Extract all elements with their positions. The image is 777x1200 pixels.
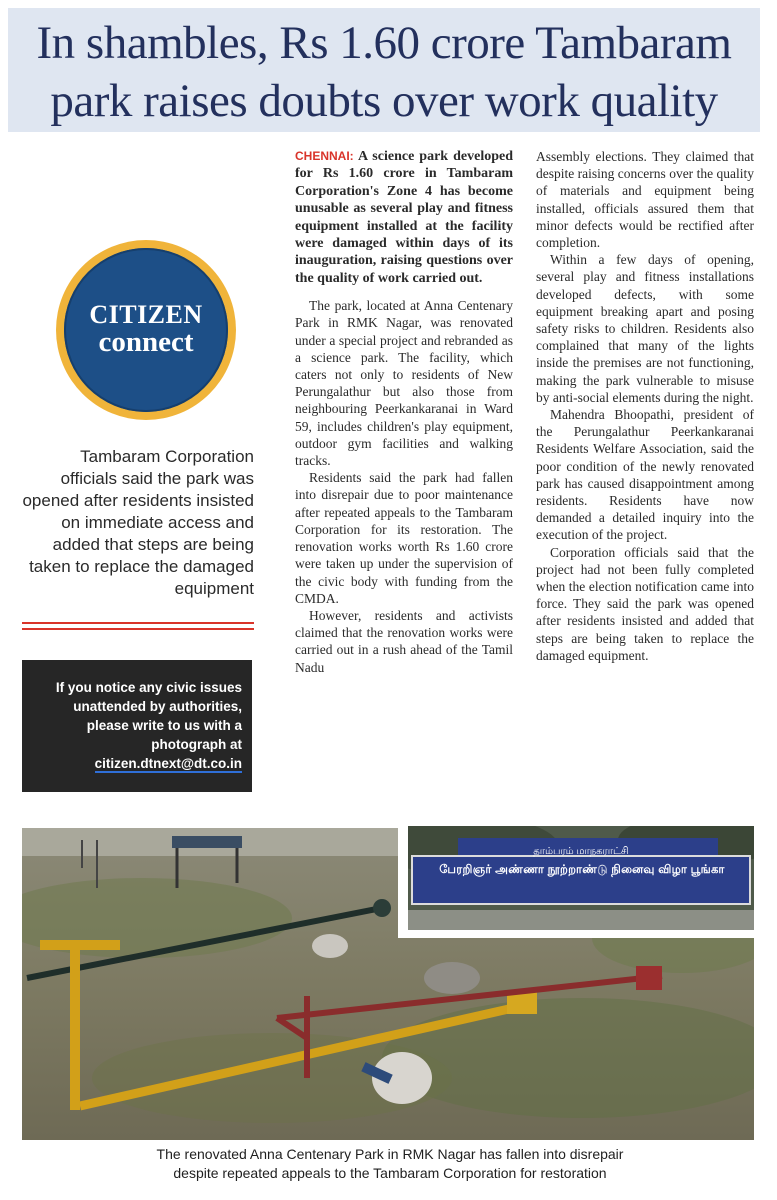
inset-sign-photo — [408, 826, 754, 930]
photo-caption — [40, 1145, 740, 1183]
lede-text: A science park developed for Rs 1.60 crore in Tambaram Corporation's Zone 4 has become unusable as several play and fitness equipment installed at the facility were damaged within days of its inauguration, raising questions over the quality of work carried out. — [295, 149, 514, 286]
article-column-2 — [536, 148, 754, 664]
park-sign-illustration — [408, 826, 754, 930]
article-paragraph: Residents said the park had fallen into disrepair due to poor maintenance after repeated appeals to the Tambaram Corporation for its restoration. The renovation works worth Rs 1.60 crore were taken up under the supervision of the civic body with funding from the CMDA. — [295, 470, 513, 606]
sign-header-text: தாம்பரம் மாநகராட்சி — [533, 846, 629, 857]
headline — [14, 14, 754, 130]
caption-line-2: despite repeated appeals to the Tambaram Corporation for restoration — [173, 1165, 607, 1181]
article-paragraph: Within a few days of opening, several play and fitness installations developed defects, with some equipment breaking apart and posing safety risks to children. Residents also complained that many of the lights inside the premises are not functioning, making the park vulnerable to misuse by anti-social elements during the night. — [536, 252, 754, 405]
article-column-1 — [295, 148, 513, 676]
article-paragraph: The park, located at Anna Centenary Park in RMK Nagar, was renovated under a special project and rebranded as a science park. The facility, which caters not only to residents of New Perungalathur but also those from neighbouring Peerkankaranai in Ward 59, includes children's play equipment, outdoor gym facilities and walking tracks. — [295, 298, 513, 469]
headline-line-1: In shambles, Rs 1.60 crore Tambaram — [36, 17, 732, 69]
caption-line-1: The renovated Anna Centenary Park in RMK Nagar has fallen into disrepair — [156, 1146, 624, 1162]
pull-quote: Tambaram Corporation officials said the park was opened after residents insisted on immediate access and added that steps are being taken to replace the damaged equipment — [22, 447, 254, 598]
badge-title: CITIZEN — [89, 300, 203, 329]
headline-line-2: park raises doubts over work quality — [50, 75, 718, 127]
article-paragraph: Assembly elections. They claimed that despite raising concerns over the quality of materials and equipment being installed, officials assured them that minor defects would be rectified after completion. — [536, 149, 754, 251]
notice-message: If you notice any civic issues unattended by authorities, please write to us with a photograph at — [55, 680, 242, 752]
divider-rule — [22, 622, 254, 624]
article-paragraph: Mahendra Bhoopathi, president of the Perungalathur Peerkankaranai Residents Welfare Association, said the poor condition of the newly renovated park has caused disappointment among residents. Residents have now demanded a detailed inquiry into the execution of the project. — [536, 407, 754, 543]
badge-subtitle: connect — [98, 326, 194, 358]
article-paragraph: However, residents and activists claimed that the renovation works were carried out in a rush ahead of the Tamil Nadu — [295, 607, 513, 675]
sign-main-text: பேரறிஞர் அண்ணா நூற்றாண்டு நினைவு விழா பூங்கா — [439, 864, 725, 876]
notice-email-link[interactable]: citizen.dtnext@dt.co.in — [94, 756, 242, 771]
article-paragraph: Corporation officials said that the project had not been fully completed when the election notification came into force. They said the park was opened after residents insisted and added that steps are being taken to replace the damaged equipment. — [536, 544, 754, 663]
article-lede — [295, 148, 513, 287]
dateline: CHENNAI: — [295, 149, 354, 163]
notice-text — [52, 678, 242, 773]
divider-rule — [22, 628, 254, 630]
